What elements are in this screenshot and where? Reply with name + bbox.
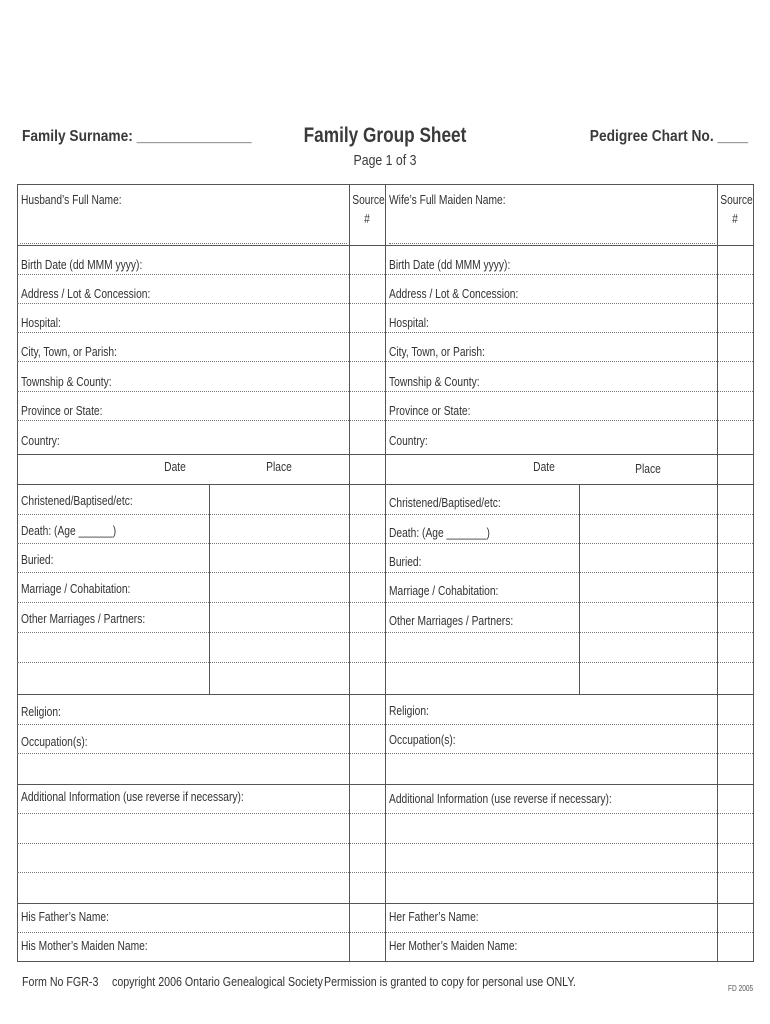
- husband-marriage-label: Marriage / Cohabitation:: [21, 582, 131, 596]
- wife-province-label: Province or State:: [389, 404, 471, 418]
- wife-country-label: Country:: [389, 434, 428, 448]
- wife-source-label: Source: [720, 193, 753, 207]
- wife-father-label: Her Father’s Name:: [389, 910, 479, 924]
- wife-occupation-label: Occupation(s):: [389, 733, 456, 747]
- husband-additional-info-label: Additional Information (use reverse if necessary):: [21, 790, 244, 804]
- form-title: Family Group Sheet: [303, 124, 467, 147]
- wife-township-label: Township & County:: [389, 375, 480, 389]
- permission-notice: Permission is granted to copy for personal use ONLY.: [324, 974, 577, 989]
- wife-marriage-label: Marriage / Cohabitation:: [389, 584, 499, 598]
- wife-birth-date-label: Birth Date (dd MMM yyyy):: [389, 258, 511, 272]
- husband-mother-label: His Mother’s Maiden Name:: [21, 939, 148, 953]
- page-number: Page 1 of 3: [353, 152, 417, 169]
- wife-full-name-label: Wife’s Full Maiden Name:: [389, 193, 506, 207]
- wife-date-header: Date: [533, 460, 555, 474]
- wife-hospital-label: Hospital:: [389, 316, 429, 330]
- wife-source-hash: #: [732, 212, 738, 226]
- wife-other-marriages-label: Other Marriages / Partners:: [389, 614, 514, 628]
- wife-city-label: City, Town, or Parish:: [389, 345, 485, 359]
- copyright-notice: copyright 2006 Ontario Genealogical Society: [112, 974, 323, 989]
- wife-place-header: Place: [635, 462, 661, 476]
- form-title-block: [260, 124, 510, 169]
- husband-hospital-label: Hospital:: [21, 316, 61, 330]
- husband-occupation-label: Occupation(s):: [21, 735, 88, 749]
- husband-province-label: Province or State:: [21, 404, 103, 418]
- pedigree-chart-label: Pedigree Chart No. ____: [589, 128, 748, 145]
- husband-date-header: Date: [164, 460, 186, 474]
- wife-religion-label: Religion:: [389, 704, 429, 718]
- husband-source-label: Source: [352, 193, 385, 207]
- husband-birth-date-label: Birth Date (dd MMM yyyy):: [21, 258, 143, 272]
- wife-buried-label: Buried:: [389, 555, 422, 569]
- form-code: FD 2005: [728, 984, 754, 993]
- wife-christened-label: Christened/Baptised/etc:: [389, 496, 501, 510]
- husband-full-name-label: Husband’s Full Name:: [21, 193, 122, 207]
- wife-address-label: Address / Lot & Concession:: [389, 287, 519, 301]
- husband-buried-label: Buried:: [21, 553, 54, 567]
- husband-father-label: His Father’s Name:: [21, 910, 109, 924]
- husband-place-header: Place: [266, 460, 292, 474]
- wife-additional-info-label: Additional Information (use reverse if necessary):: [389, 792, 612, 806]
- husband-source-hash: #: [364, 212, 370, 226]
- family-surname-label: Family Surname: _______________: [22, 128, 252, 145]
- husband-other-marriages-label: Other Marriages / Partners:: [21, 612, 146, 626]
- husband-address-label: Address / Lot & Concession:: [21, 287, 151, 301]
- form-number: Form No FGR-3: [22, 974, 99, 989]
- husband-religion-label: Religion:: [21, 705, 61, 719]
- husband-township-label: Township & County:: [21, 375, 112, 389]
- husband-death-label: Death: (Age ______): [21, 524, 117, 538]
- husband-christened-label: Christened/Baptised/etc:: [21, 494, 133, 508]
- husband-country-label: Country:: [21, 434, 60, 448]
- husband-city-label: City, Town, or Parish:: [21, 345, 117, 359]
- wife-mother-label: Her Mother’s Maiden Name:: [389, 939, 518, 953]
- wife-death-label: Death: (Age _______): [389, 526, 490, 540]
